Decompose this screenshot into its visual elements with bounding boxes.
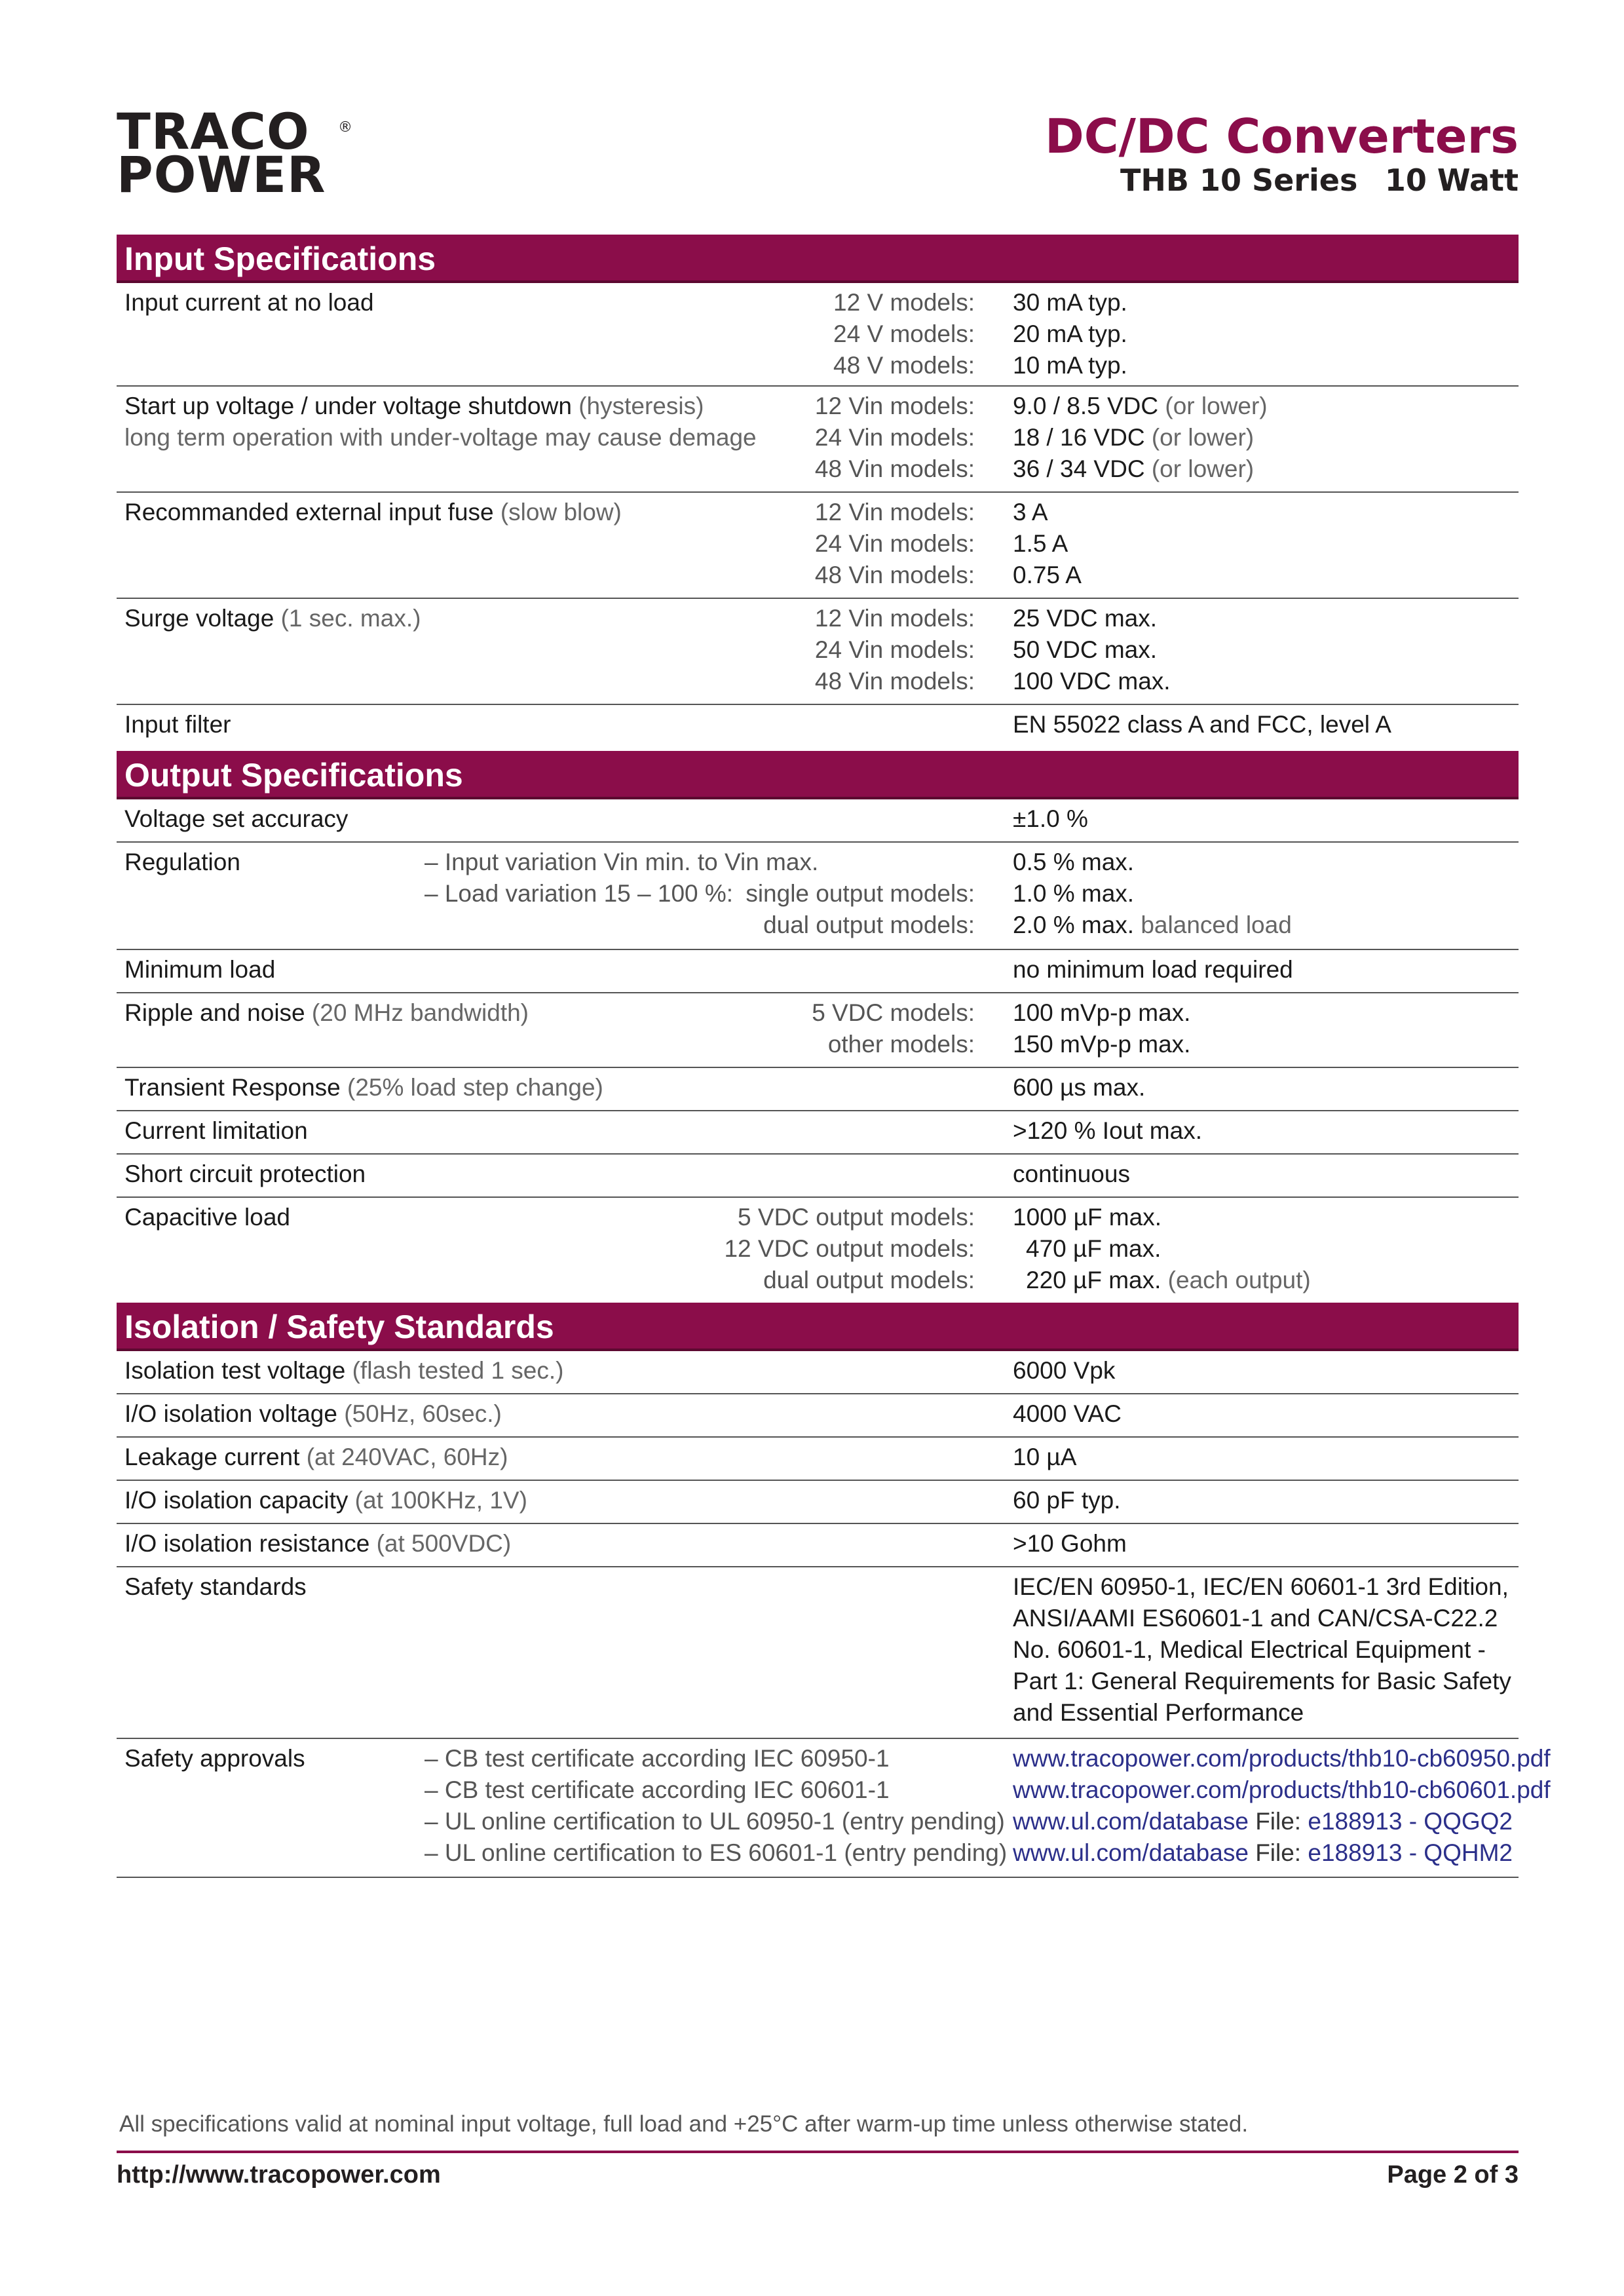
- spec-row-surge-voltage: [117, 599, 1519, 705]
- spec-value: continuous: [1013, 1160, 1130, 1187]
- section-input-specifications: Input Specifications: [117, 235, 1519, 283]
- spec-row-minimum-load: [117, 950, 1519, 993]
- spec-row-leakage-current: [117, 1438, 1519, 1481]
- spec-value: >120 % Iout max.: [1013, 1117, 1202, 1144]
- spec-label: Surge voltage (1 sec. max.): [124, 605, 421, 632]
- spec-row-startup-voltage: [117, 387, 1519, 493]
- spec-label: Minimum load: [124, 956, 276, 983]
- page-title: DC/DC Converters: [1044, 109, 1519, 164]
- spec-label: Start up voltage / under voltage shutdown (hysteresis) long term operation with under-voltage may cause demage: [124, 392, 757, 451]
- spec-value: ±1.0 %: [1013, 805, 1088, 832]
- spec-row-capacitive-load: [117, 1198, 1519, 1300]
- approval-link[interactable]: www.tracopower.com/products/thb10-cb60950.pdf: [1013, 1745, 1551, 1772]
- spec-label: Voltage set accuracy: [124, 805, 349, 832]
- spec-models: 12 Vin models: 24 Vin models: 48 Vin models:: [814, 392, 975, 482]
- spec-value: no minimum load required: [1013, 956, 1293, 983]
- spec-label: Input filter: [124, 711, 231, 738]
- spec-label: Capacitive load: [124, 1204, 290, 1231]
- spec-label: Ripple and noise (20 MHz bandwidth): [124, 999, 529, 1026]
- spec-row-current-limitation: [117, 1111, 1519, 1155]
- spec-row-isolation-test-voltage: [117, 1351, 1519, 1394]
- approval-link[interactable]: www.ul.com/database: [1013, 1839, 1249, 1866]
- page-number: Page 2 of 3: [1387, 2161, 1519, 2189]
- spec-values: 0.5 % max. 1.0 % max. 2.0 % max. balanced load: [1013, 849, 1292, 938]
- spec-label: I/O isolation voltage (50Hz, 60sec.): [124, 1400, 502, 1427]
- spec-label: Regulation: [124, 849, 240, 875]
- section-isolation-safety: Isolation / Safety Standards: [117, 1303, 1519, 1351]
- approval-links: www.tracopower.com/products/thb10-cb60950.pdf www.tracopower.com/products/thb10-cb60601.pdf www.ul.com/database File: e188913 - QQGQ2 www.ul.com/database File: e188913 - QQHM2: [1013, 1745, 1551, 1866]
- spec-label: Leakage current (at 240VAC, 60Hz): [124, 1444, 508, 1470]
- spec-row-voltage-accuracy: [117, 799, 1519, 843]
- spec-row-io-isolation-capacity: [117, 1481, 1519, 1524]
- spec-row-input-filter: [117, 705, 1519, 747]
- spec-row-safety-standards: [117, 1567, 1519, 1739]
- spec-row-regulation: [117, 843, 1519, 950]
- spec-models: single output models: dual output models:: [746, 880, 975, 938]
- spec-models: 5 VDC models: other models:: [812, 999, 975, 1058]
- spec-label: Recommanded external input fuse (slow blow): [124, 499, 622, 526]
- spec-label: Short circuit protection: [124, 1160, 366, 1187]
- spec-row-io-isolation-resistance: [117, 1524, 1519, 1567]
- spec-models: 12 Vin models: 24 Vin models: 48 Vin models:: [814, 605, 975, 695]
- footer-url-link[interactable]: http://www.tracopower.com: [117, 2161, 441, 2189]
- series-name: THB 10 Series: [1120, 163, 1358, 198]
- spec-models: 12 V models: 24 V models: 48 V models:: [833, 289, 975, 379]
- spec-value: IEC/EN 60950-1, IEC/EN 60601-1 3rd Edition, ANSI/AAMI ES60601-1 and CAN/CSA-C22.2 No. 60601-1, Medical Electrical Equipment - Part 1: General Requirements for Basic Safety and Essential Performance: [1013, 1573, 1511, 1726]
- spec-models: 5 VDC output models: 12 VDC output models: dual output models:: [724, 1204, 975, 1293]
- spec-label: Transient Response (25% load step change): [124, 1074, 603, 1101]
- spec-models: 12 Vin models: 24 Vin models: 48 Vin models:: [814, 499, 975, 588]
- spec-values: 3 A 1.5 A 0.75 A: [1013, 499, 1082, 588]
- registered-mark: ®: [338, 119, 353, 136]
- spec-label: I/O isolation resistance (at 500VDC): [124, 1530, 512, 1557]
- spec-value: 600 µs max.: [1013, 1074, 1146, 1101]
- spec-row-input-current: [117, 283, 1519, 387]
- approval-list: – CB test certificate according IEC 60950-1 – CB test certificate according IEC 60601-1 – UL online certification to UL 60950-1 (entry pending) – UL online certification to ES 60601-1 (entry pending): [425, 1745, 1008, 1866]
- spec-value: 6000 Vpk: [1013, 1357, 1116, 1384]
- section-output-specifications: Output Specifications: [117, 751, 1519, 799]
- spec-values: 30 mA typ. 20 mA typ. 10 mA typ.: [1013, 289, 1127, 379]
- spec-label: I/O isolation capacity (at 100KHz, 1V): [124, 1487, 527, 1514]
- spec-row-transient-response: [117, 1068, 1519, 1111]
- wattage: 10 Watt: [1384, 163, 1519, 198]
- spec-values: 1000 µF max. 470 µF max. 220 µF max. (each output): [1013, 1204, 1311, 1293]
- approval-link[interactable]: www.ul.com/database: [1013, 1808, 1249, 1835]
- spec-value: 10 µA: [1013, 1444, 1077, 1470]
- footer-divider: [117, 2151, 1519, 2153]
- spec-value: >10 Gohm: [1013, 1530, 1127, 1557]
- spec-label: Safety standards: [124, 1573, 307, 1600]
- spec-values: 9.0 / 8.5 VDC (or lower) 18 / 16 VDC (or lower) 36 / 34 VDC (or lower): [1013, 392, 1268, 482]
- footnote: All specifications valid at nominal input voltage, full load and +25°C after warm-up time unless otherwise stated.: [119, 2111, 1249, 2137]
- spec-values: 25 VDC max. 50 VDC max. 100 VDC max.: [1013, 605, 1171, 695]
- spec-row-short-circuit: [117, 1155, 1519, 1198]
- spec-label: Safety approvals: [124, 1745, 305, 1772]
- spec-label: Current limitation: [124, 1117, 308, 1144]
- spec-row-safety-approvals: [117, 1739, 1551, 1878]
- spec-conditions: – Input variation Vin min. to Vin max. – Load variation 15 – 100 %:: [425, 849, 819, 907]
- logo-line-2: POWER: [117, 145, 326, 204]
- spec-row-ripple-noise: [117, 993, 1519, 1068]
- spec-label: Isolation test voltage (flash tested 1 sec.): [124, 1357, 564, 1384]
- spec-label: Input current at no load: [124, 289, 374, 316]
- approval-link[interactable]: www.tracopower.com/products/thb10-cb60601.pdf: [1013, 1776, 1551, 1803]
- spec-value: EN 55022 class A and FCC, level A: [1013, 711, 1391, 738]
- spec-row-input-fuse: [117, 493, 1519, 599]
- logo-line-1: TRACO: [117, 102, 310, 161]
- spec-value: 60 pF typ.: [1013, 1487, 1121, 1514]
- spec-value: 4000 VAC: [1013, 1400, 1122, 1427]
- spec-values: 100 mVp-p max. 150 mVp-p max.: [1013, 999, 1191, 1058]
- series-header: [1120, 163, 1519, 198]
- company-logo: [117, 102, 353, 204]
- spec-row-io-isolation-voltage: [117, 1394, 1519, 1438]
